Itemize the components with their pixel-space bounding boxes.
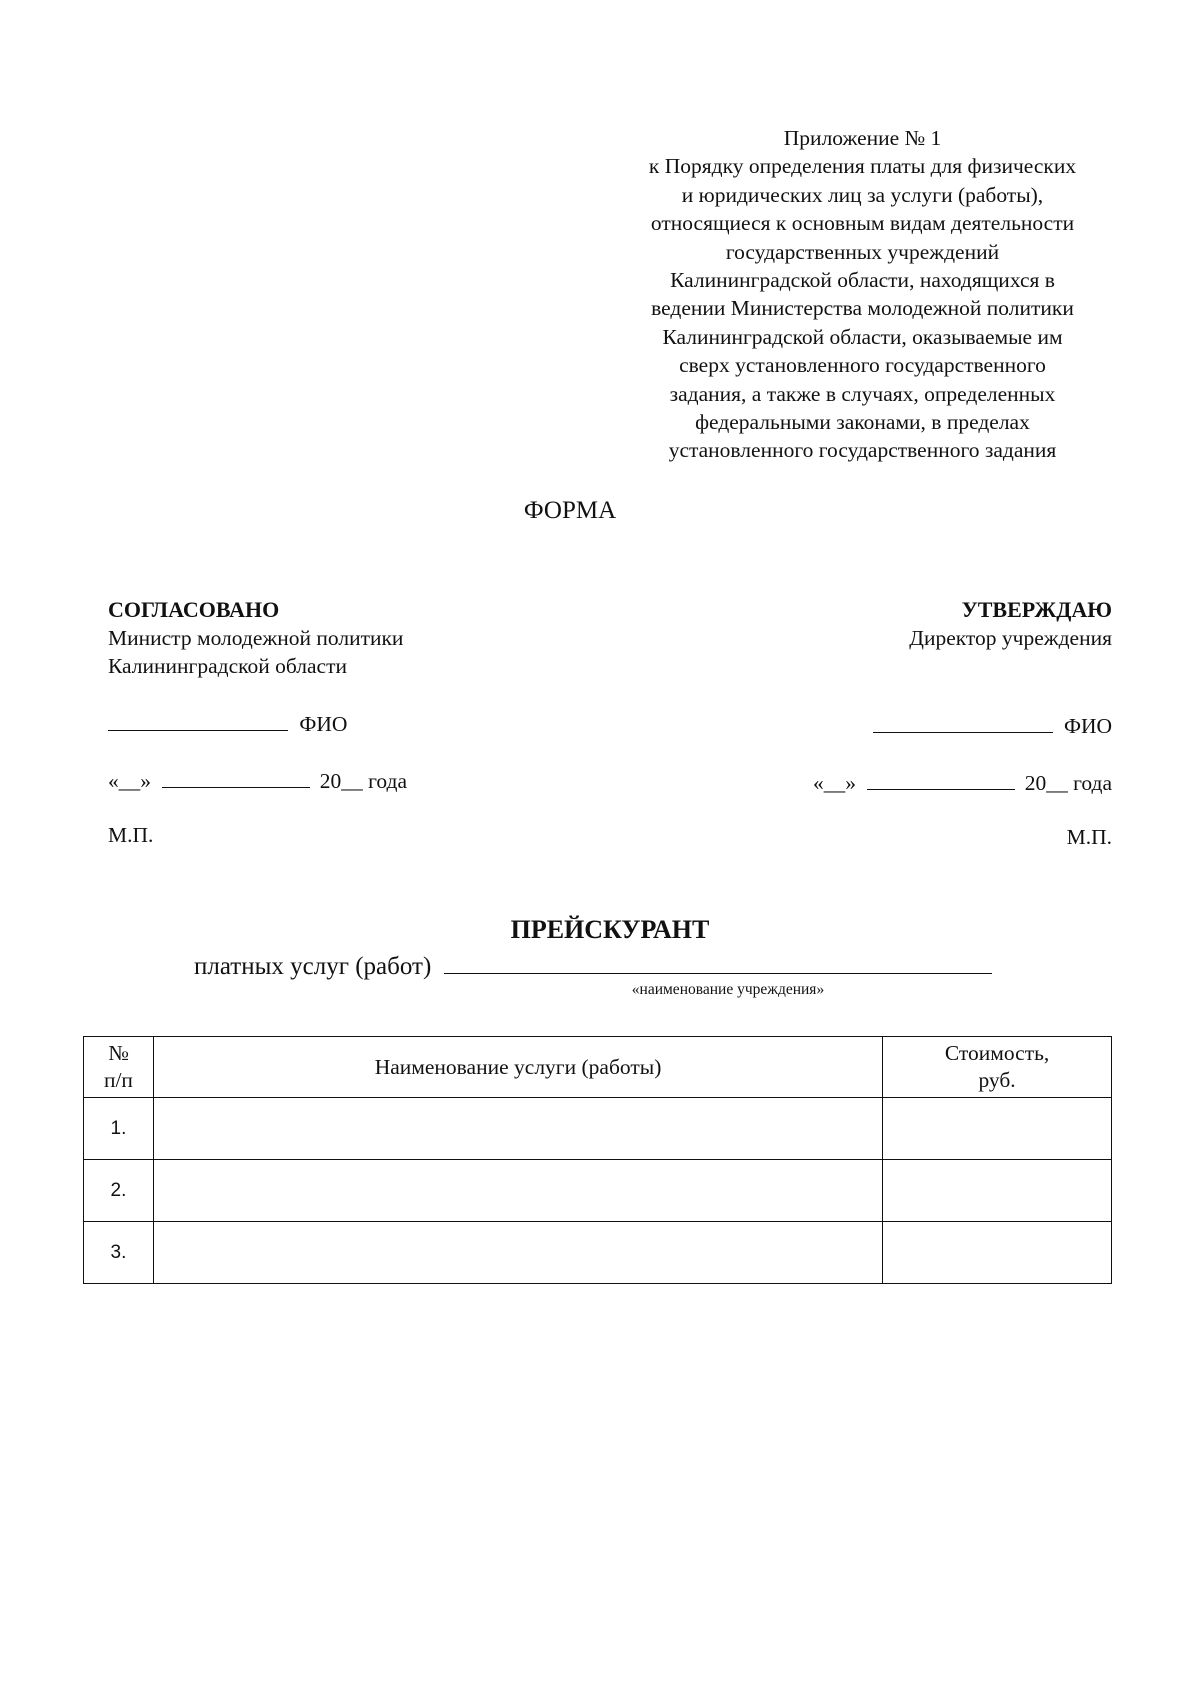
appendix-line: государственных учреждений xyxy=(725,239,1000,264)
approved-position: Директор учреждения xyxy=(909,626,1112,650)
table-header-row xyxy=(84,1037,1112,1098)
approved-stamp: М.П. xyxy=(1066,825,1112,849)
signature-line[interactable] xyxy=(108,708,288,731)
appendix-line: ведении Министерства молодежной политики xyxy=(651,296,1074,321)
header-cost-label: Стоимость, xyxy=(944,1041,1050,1065)
date-day: «__» xyxy=(812,771,856,795)
appendix-line: сверх установленного государственного xyxy=(679,353,1046,378)
agreed-stamp: М.П. xyxy=(108,823,154,847)
agreed-heading: СОГЛАСОВАНО xyxy=(108,597,280,622)
approved-date-row xyxy=(813,767,1112,796)
table-row xyxy=(84,1098,1112,1160)
agreed-block xyxy=(108,596,588,680)
date-month-line[interactable] xyxy=(162,765,310,788)
header-number-abbr: п/п xyxy=(103,1068,133,1092)
service-name-cell[interactable] xyxy=(153,1098,882,1160)
service-name-cell[interactable] xyxy=(153,1222,882,1284)
table-row xyxy=(84,1222,1112,1284)
institution-name-line[interactable] xyxy=(444,947,992,974)
cost-cell[interactable] xyxy=(883,1222,1112,1284)
approved-fio: ФИО xyxy=(1063,714,1112,738)
signature-line[interactable] xyxy=(873,710,1053,733)
agreed-position: Министр молодежной политики xyxy=(108,626,404,650)
agreed-fio: ФИО xyxy=(299,712,348,736)
price-list-subtitle xyxy=(194,947,992,981)
institution-caption: «наименование учреждения» xyxy=(631,981,825,998)
agreed-signature-row xyxy=(108,708,347,737)
appendix-line: задания, а также в случаях, определенных xyxy=(669,381,1056,406)
appendix-line: и юридических лиц за услуги (работы), xyxy=(681,182,1044,207)
approved-block xyxy=(632,596,1112,652)
subtitle-text: платных услуг (работ) xyxy=(194,953,432,980)
agreed-date-row xyxy=(108,765,407,794)
header-number-symbol: № xyxy=(108,1041,129,1065)
header-cost xyxy=(883,1037,1112,1098)
appendix-line: Приложение № 1 xyxy=(783,126,942,150)
appendix-line: федеральными законами, в пределах xyxy=(695,410,1030,435)
approved-signature-row xyxy=(873,710,1112,739)
date-year: 20__ года xyxy=(1024,771,1112,795)
row-number: 3. xyxy=(84,1222,154,1284)
table-row xyxy=(84,1160,1112,1222)
header-number xyxy=(84,1037,154,1098)
appendix-header xyxy=(600,124,1125,465)
row-number: 2. xyxy=(84,1160,154,1222)
appendix-line: установленного государственного задания xyxy=(668,438,1057,463)
appendix-line: Калининградской области, оказываемые им xyxy=(662,324,1063,349)
row-number: 1. xyxy=(84,1098,154,1160)
appendix-line: относящиеся к основным видам деятельности xyxy=(650,211,1075,236)
agreed-region: Калининградской области xyxy=(108,654,347,678)
appendix-line: Калининградской области, находящихся в xyxy=(670,268,1055,293)
header-cost-unit: руб. xyxy=(978,1068,1016,1092)
header-service-name: Наименование услуги (работы) xyxy=(153,1037,882,1098)
service-name-cell[interactable] xyxy=(153,1160,882,1222)
cost-cell[interactable] xyxy=(883,1098,1112,1160)
form-label: ФОРМА xyxy=(523,497,617,524)
price-list-title: ПРЕЙСКУРАНТ xyxy=(510,915,710,944)
date-month-line[interactable] xyxy=(867,767,1015,790)
price-table xyxy=(83,1036,1112,1284)
cost-cell[interactable] xyxy=(883,1160,1112,1222)
date-day: «__» xyxy=(108,769,151,793)
approved-heading: УТВЕРЖДАЮ xyxy=(961,597,1112,622)
appendix-line: к Порядку определения платы для физических xyxy=(648,154,1077,179)
date-year: 20__ года xyxy=(319,769,408,793)
